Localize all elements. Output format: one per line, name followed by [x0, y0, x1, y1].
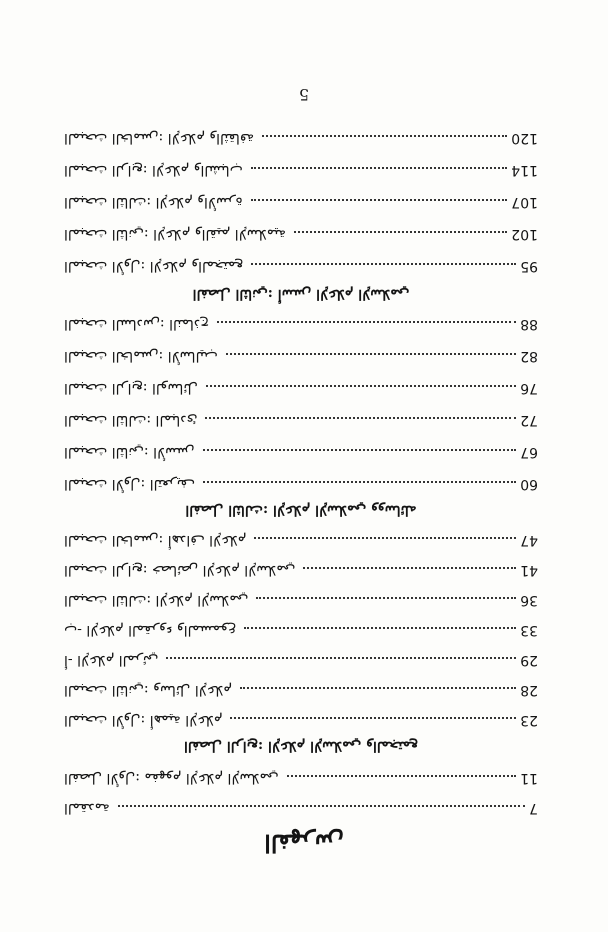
toc-entry-label: المبحث الأول: أهمية الإعلام — [64, 712, 223, 728]
section-heading: الفصل الثاني: أسس الإعلام الإسلامي — [192, 286, 410, 302]
toc-entry-label: المبحث الخامس: الإعلام والثقافة — [64, 130, 255, 146]
toc-entry[interactable] — [64, 258, 538, 280]
toc-entry[interactable] — [64, 130, 538, 152]
leader-dots — [251, 167, 507, 170]
toc-entry[interactable] — [64, 380, 538, 402]
toc-entry-page: 88 — [520, 316, 538, 332]
leader-dots — [203, 481, 516, 484]
toc-entry[interactable] — [64, 532, 538, 554]
toc-entry-page: 107 — [511, 194, 538, 210]
toc-entry-label: المبحث الثاني: الإعلام والقيم الإسلامية — [64, 226, 286, 242]
toc-entry-page: 47 — [520, 532, 538, 548]
leader-dots — [118, 805, 525, 808]
toc-entry-label: المبحث الخامس: أهداف الإعلام — [64, 532, 247, 548]
toc-entry-label: المبحث الأول: التعريف — [64, 476, 195, 492]
leader-dots — [262, 135, 507, 138]
leader-dots — [217, 321, 516, 324]
toc-entry[interactable] — [64, 562, 538, 584]
leader-dots — [203, 449, 517, 452]
toc-entry-page: 23 — [520, 712, 538, 728]
toc-entry-page: 11 — [520, 770, 538, 786]
toc-entry[interactable] — [64, 800, 538, 822]
toc-entry-page: 72 — [520, 412, 538, 428]
toc-entry-page: 7 — [529, 800, 538, 816]
toc-entry[interactable] — [64, 712, 538, 734]
toc-entry-label: المبحث الثالث: المبادئ — [64, 412, 198, 428]
toc-entry[interactable] — [64, 348, 538, 370]
toc-entry-label: المبحث الرابع: خصائص الإعلام الإسلامي — [64, 562, 296, 578]
leader-dots — [256, 597, 516, 600]
leader-dots — [205, 417, 516, 420]
toc-entry-label: المبحث الرابع: الوسائل — [64, 380, 198, 396]
leader-dots — [206, 385, 516, 388]
section-heading: الفصل الرابع: الإعلام الإسلامي والمجتمع — [184, 738, 418, 754]
toc-entry-page: 82 — [520, 348, 538, 364]
toc-entry[interactable] — [64, 622, 538, 644]
leader-dots — [240, 687, 516, 690]
toc-entry-page: 67 — [520, 444, 538, 460]
toc-entry[interactable] — [64, 770, 538, 792]
toc-entry-label: المقدمة — [64, 800, 110, 816]
toc-entry[interactable] — [64, 194, 538, 216]
toc-entry-label: المبحث الأول: الإعلام والمجتمع — [64, 258, 244, 274]
toc-entry-label: المبحث الرابع: الإعلام والشباب — [64, 162, 243, 178]
leader-dots — [287, 775, 517, 778]
toc-entry-page: 102 — [511, 226, 538, 242]
toc-entry-label: أ- الإعلام المرئي — [64, 652, 159, 668]
toc-entry[interactable] — [64, 412, 538, 434]
toc-entry[interactable] — [64, 652, 538, 674]
toc-entry-label: ب- الإعلام المقروء والمسموع — [64, 622, 237, 638]
toc-entry-label: الفصل الأول: مفهوم الإعلام الإسلامي — [64, 770, 279, 786]
toc-entry-page: 76 — [520, 380, 538, 396]
toc-entry-page: 41 — [520, 562, 538, 578]
leader-dots — [303, 567, 516, 570]
toc-entry[interactable] — [64, 444, 538, 466]
leader-dots — [254, 537, 516, 540]
page-number: 5 — [298, 85, 310, 104]
toc-entry[interactable] — [64, 476, 538, 498]
leader-dots — [166, 657, 516, 660]
toc-entry-page: 36 — [520, 592, 538, 608]
toc-entry-page: 28 — [520, 682, 538, 698]
toc-entry[interactable] — [64, 162, 538, 184]
toc-entry[interactable] — [64, 682, 538, 704]
toc-entry-label: المبحث الثالث: الإعلام الإسلامي — [64, 592, 249, 608]
section-heading: الفصل الثالث: الإعلام الإسلامي ووسائله — [185, 502, 417, 518]
toc-entry-label: المبحث الثاني: وسائل الإعلام — [64, 682, 233, 698]
toc-entry[interactable] — [64, 316, 538, 338]
toc-entry-page: 60 — [520, 476, 538, 492]
toc-entry-label: المبحث الثالث: الإعلام والأسرة — [64, 194, 243, 210]
leader-dots — [251, 263, 516, 266]
toc-entry-label: المبحث الخامس: الأساليب — [64, 348, 218, 364]
leader-dots — [230, 717, 516, 720]
toc-entry-label: المبحث السادس: النماذج — [64, 316, 210, 332]
toc-entry[interactable] — [64, 592, 538, 614]
toc-entry-page: 29 — [520, 652, 538, 668]
toc-entry-label: المبحث الثاني: الأسس — [64, 444, 195, 460]
leader-dots — [244, 627, 516, 630]
toc-entry-page: 33 — [520, 622, 538, 638]
toc-entry-page: 120 — [511, 130, 538, 146]
leader-dots — [226, 353, 516, 356]
toc-entry-page: 95 — [520, 258, 538, 274]
leader-dots — [251, 199, 508, 202]
toc-entry[interactable] — [64, 226, 538, 248]
toc-entry-page: 114 — [511, 162, 538, 178]
toc-title: الفهرس — [264, 829, 344, 858]
leader-dots — [294, 231, 507, 234]
